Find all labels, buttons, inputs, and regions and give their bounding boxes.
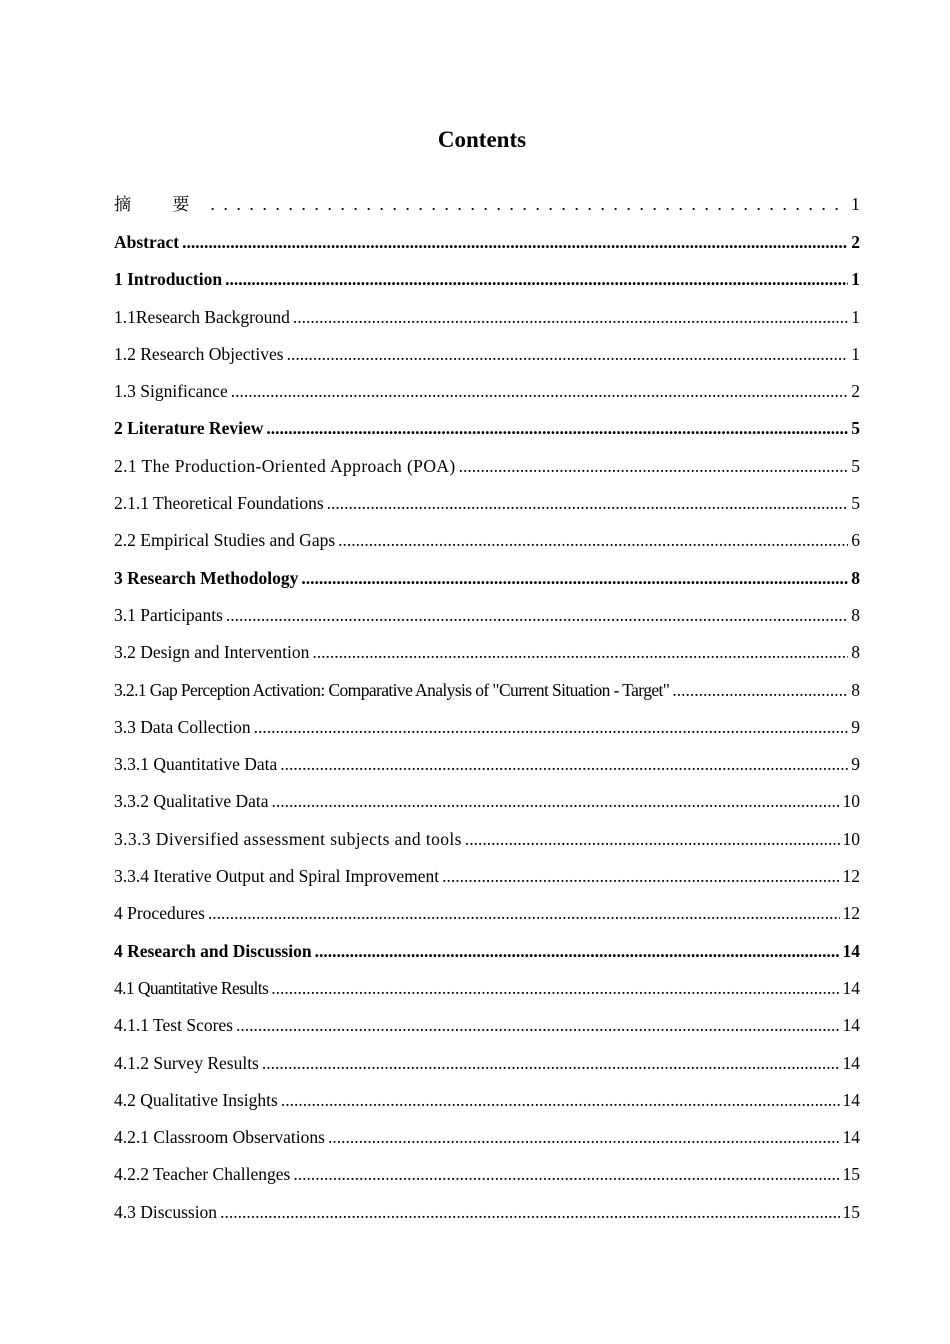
toc-entry-page: 12	[842, 866, 860, 887]
toc-entry-page: 1	[851, 269, 860, 290]
toc-entry-label: 2.1 The Production-Oriented Approach (POA)	[114, 455, 456, 476]
toc-dot-leader	[328, 1119, 840, 1156]
toc-dot-leader	[327, 485, 849, 522]
toc-dot-leader	[442, 858, 839, 895]
toc-entry-diversified-assessment[interactable]	[114, 821, 860, 858]
toc-entry-literature-review[interactable]	[114, 410, 860, 447]
toc-entry-page: 14	[842, 977, 860, 998]
toc-entry-label: 4.2.1 Classroom Observations	[114, 1127, 325, 1148]
toc-entry-label: 4.2 Qualitative Insights	[114, 1089, 278, 1110]
toc-entry-participants[interactable]	[114, 597, 860, 634]
toc-dot-leader	[262, 1045, 840, 1082]
toc-entry-label: 3.2 Design and Intervention	[114, 642, 310, 663]
toc-entry-procedures[interactable]	[114, 895, 860, 932]
toc-entry-abstract[interactable]	[114, 224, 860, 261]
toc-entry-teacher-challenges[interactable]	[114, 1156, 860, 1193]
toc-dot-leader	[293, 299, 848, 336]
toc-entry-page: 14	[842, 1089, 860, 1110]
toc-entry-page: 5	[851, 493, 860, 514]
toc-dot-leader	[226, 597, 848, 634]
toc-entry-empirical-studies[interactable]	[114, 522, 860, 559]
toc-entry-theoretical-foundations[interactable]	[114, 485, 860, 522]
toc-dot-leader	[281, 1082, 840, 1119]
toc-dot-leader	[272, 783, 840, 820]
toc-entry-gap-perception[interactable]	[114, 672, 860, 709]
toc-dot-leader	[301, 560, 848, 597]
toc-entry-label: 3.3 Data Collection	[114, 716, 251, 737]
toc-entry-page: 14	[842, 1127, 860, 1148]
toc-entry-label: 2.2 Empirical Studies and Gaps	[114, 530, 336, 551]
toc-dot-leader	[254, 709, 849, 746]
toc-entry-page: 5	[851, 455, 860, 476]
toc-entry-page: 14	[842, 940, 860, 961]
toc-dot-leader	[266, 410, 848, 447]
toc-entry-label: 3.2.1 Gap Perception Activation: Comparative Analysis of "Current Situation - Target"	[114, 679, 670, 700]
toc-entry-label: 1.2 Research Objectives	[114, 343, 284, 364]
toc-dot-leader	[236, 1007, 840, 1044]
page-title: Contents	[437, 127, 527, 152]
toc-entry-label: 4.3 Discussion	[114, 1201, 218, 1222]
toc-entry-research-methodology[interactable]	[114, 560, 860, 597]
toc-entry-page: 2	[851, 232, 860, 252]
toc-entry-label: 4.1.1 Test Scores	[114, 1015, 233, 1036]
toc-entry-label: 1 Introduction	[114, 269, 223, 290]
toc-entry-label: 1.3 Significance	[114, 381, 228, 402]
toc-dot-leader	[338, 522, 848, 559]
toc-entry-page: 15	[842, 1201, 860, 1222]
toc-entry-label: 3.3.1 Quantitative Data	[114, 754, 278, 775]
toc-dot-leader	[465, 821, 840, 858]
toc-dot-leader	[220, 1194, 839, 1231]
toc-entry-design-intervention[interactable]	[114, 634, 860, 671]
toc-entry-research-objectives[interactable]	[114, 336, 860, 373]
toc-entry-qualitative-data[interactable]	[114, 783, 860, 820]
toc-entry-abstract-chinese[interactable]	[114, 186, 860, 224]
toc-entry-quantitative-results[interactable]	[114, 970, 860, 1007]
toc-entry-label: 3.3.4 Iterative Output and Spiral Improvement	[114, 866, 440, 887]
toc-entry-label: Abstract	[114, 232, 180, 252]
toc-dot-leader	[225, 261, 848, 298]
table-of-contents	[114, 186, 860, 1231]
toc-entry-iterative-output[interactable]	[114, 858, 860, 895]
toc-entry-page: 1	[851, 343, 860, 364]
toc-entry-page: 8	[851, 567, 860, 588]
toc-entry-page: 15	[842, 1164, 860, 1185]
toc-entry-label: 4.2.2 Teacher Challenges	[114, 1164, 291, 1185]
toc-entry-label: 1.1Research Background	[114, 306, 290, 327]
toc-entry-classroom-observations[interactable]	[114, 1119, 860, 1156]
toc-dot-leader	[182, 224, 848, 261]
toc-entry-page: 5	[851, 418, 860, 439]
toc-entry-label: 3 Research Methodology	[114, 567, 299, 588]
toc-entry-label: 3.3.3 Diversified assessment subjects and tools	[114, 828, 462, 849]
toc-entry-page: 6	[851, 530, 860, 551]
toc-dot-leader	[293, 1156, 839, 1193]
toc-entry-label: 2.1.1 Theoretical Foundations	[114, 493, 324, 514]
toc-entry-discussion[interactable]	[114, 1194, 860, 1231]
toc-entry-page: 2	[851, 381, 860, 402]
toc-entry-research-background[interactable]	[114, 299, 860, 336]
toc-entry-page: 14	[842, 1015, 860, 1036]
toc-entry-page: 1	[851, 194, 860, 214]
toc-dot-leader	[271, 970, 839, 1007]
toc-entry-page: 8	[851, 604, 860, 625]
toc-dot-leader	[210, 186, 848, 223]
toc-entry-quantitative-data[interactable]	[114, 746, 860, 783]
toc-entry-test-scores[interactable]	[114, 1007, 860, 1044]
toc-entry-label: 3.3.2 Qualitative Data	[114, 791, 269, 812]
toc-entry-data-collection[interactable]	[114, 709, 860, 746]
toc-entry-research-discussion[interactable]	[114, 933, 860, 970]
toc-dot-leader	[208, 895, 840, 932]
toc-dot-leader	[459, 448, 849, 485]
toc-dot-leader	[315, 933, 840, 970]
toc-entry-label: 4 Procedures	[114, 903, 205, 924]
toc-entry-introduction[interactable]	[114, 261, 860, 298]
toc-entry-page: 14	[842, 1052, 860, 1073]
toc-entry-page: 8	[851, 642, 860, 663]
toc-entry-label: 3.1 Participants	[114, 604, 223, 625]
toc-entry-page: 10	[842, 828, 860, 849]
toc-entry-page: 10	[842, 791, 860, 812]
toc-dot-leader	[312, 634, 848, 671]
toc-entry-page: 1	[851, 306, 860, 327]
toc-dot-leader	[672, 672, 848, 709]
toc-entry-significance[interactable]	[114, 373, 860, 410]
toc-dot-leader	[231, 373, 849, 410]
toc-dot-leader	[280, 746, 848, 783]
toc-entry-label: 4.1 Quantitative Results	[114, 977, 269, 998]
toc-entry-poa[interactable]	[114, 448, 860, 485]
toc-entry-page: 8	[851, 679, 860, 700]
toc-entry-label: 2 Literature Review	[114, 418, 264, 439]
toc-entry-page: 12	[842, 903, 860, 924]
toc-entry-page: 9	[851, 716, 860, 737]
toc-entry-label: 4 Research and Discussion	[114, 940, 312, 961]
toc-entry-qualitative-insights[interactable]	[114, 1082, 860, 1119]
toc-entry-page: 9	[851, 754, 860, 775]
toc-entry-survey-results[interactable]	[114, 1045, 860, 1082]
toc-dot-leader	[287, 336, 849, 373]
toc-entry-label: 4.1.2 Survey Results	[114, 1052, 259, 1073]
toc-entry-label: 摘 要	[114, 195, 208, 215]
